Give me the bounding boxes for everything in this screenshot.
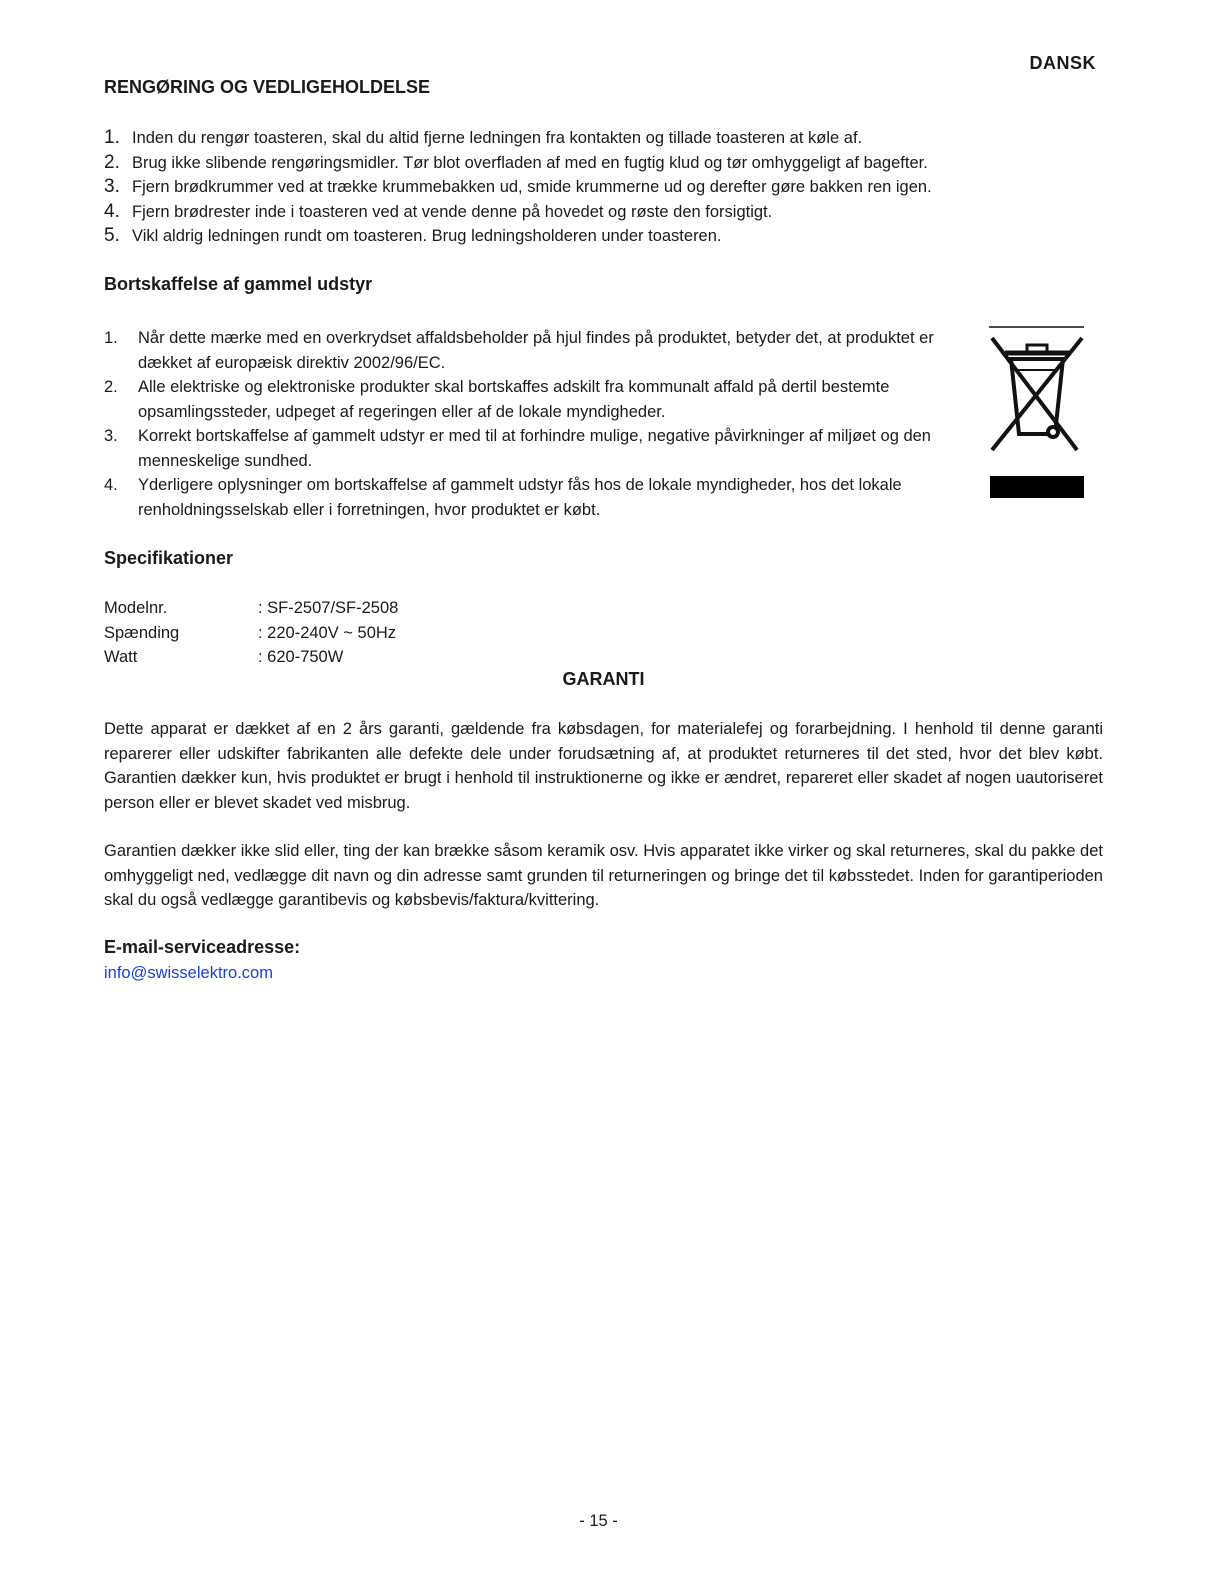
list-item-number: 4. xyxy=(104,200,120,222)
table-row xyxy=(104,596,398,621)
list-item xyxy=(104,200,1104,225)
list-item-number: 1. xyxy=(104,329,118,347)
list-item-number: 5. xyxy=(104,225,120,246)
service-heading: E-mail-serviceadresse: xyxy=(104,937,301,957)
table-row xyxy=(104,621,398,646)
warranty-paragraph: Dette apparat er dækket af en 2 års garanti, gældende fra købsdagen, for materialefej og forarbejdning. I henhold til denne garanti reparerer eller udskifter fabrikanten alle defekte dele under forudsætning af, at produktet returneres til det sted, hvor det blev købt. Garantien dækker kun, hvis produktet er brugt i henhold til instruktionerne og ikke er ændret, repareret eller skadet af nogen uautoriseret person eller er blevet skadet ved misbrug. xyxy=(104,720,1103,812)
spec-label: Spænding xyxy=(104,623,180,642)
list-item-number: 4. xyxy=(104,476,118,494)
list-item-text: Fjern brødrester inde i toasteren ved at vende denne på hovedet og røste den forsigtigt. xyxy=(132,202,773,221)
spec-value: : SF-2507/SF-2508 xyxy=(258,599,399,617)
list-item xyxy=(104,175,1104,200)
list-item-text: Yderligere oplysninger om bortskaffelse af gammelt udstyr fås hos de lokale myndigheder, hos det lokale renholdningsselskab eller i forretningen, hvor produktet er købt. xyxy=(138,476,902,519)
list-item-text: Fjern brødkrummer ved at trække krummebakken ud, smide krummerne ud og derefter gøre bakken ren igen. xyxy=(132,178,932,196)
disposal-heading: Bortskaffelse af gammel udstyr xyxy=(104,274,373,294)
cleaning-heading: RENGØRING OG VEDLIGEHOLDELSE xyxy=(104,77,431,97)
list-item xyxy=(104,375,964,424)
list-item xyxy=(104,224,1104,249)
spec-label: Modelnr. xyxy=(104,599,168,617)
list-item-text: Vikl aldrig ledningen rundt om toasteren. Brug ledningsholderen under toasteren. xyxy=(132,227,722,245)
list-item xyxy=(104,151,1104,176)
spec-value: : 620-750W xyxy=(258,648,344,666)
list-item-text: Alle elektriske og elektroniske produkter skal bortskaffes adskilt fra kommunalt affald på dertil bestemte opsamlingssteder, udpeget af regeringen eller af de lokale myndigheder. xyxy=(138,378,890,421)
page-number: - 15 - xyxy=(579,1512,618,1530)
spec-label: Watt xyxy=(104,648,138,666)
list-item-number: 1. xyxy=(104,127,120,148)
warranty-heading: GARANTI xyxy=(562,669,645,689)
table-row xyxy=(104,645,398,670)
spec-value: : 220-240V ~ 50Hz xyxy=(258,623,397,642)
service-email-link[interactable]: info@swisselektro.com xyxy=(104,964,273,982)
list-item-text: Korrekt bortskaffelse af gammelt udstyr er med til at forhindre mulige, negative påvirkninger af miljøet og den menneskelige sundhed. xyxy=(138,427,931,470)
specs-heading: Specifikationer xyxy=(104,548,234,568)
warranty-paragraph: Garantien dækker ikke slid eller, ting der kan brække såsom keramik osv. Hvis apparatet ikke virker og skal returneres, skal du pakke det omhyggeligt ned, vedlægge dit navn og din adresse samt grunden til returneringen og bringe det til købsstedet. Inden for garantiperioden skal du også vedlægge garantibevis og købsbevis/faktura/kvittering. xyxy=(104,842,1103,909)
disposal-list xyxy=(104,326,964,522)
list-item-text: Brug ikke slibende rengøringsmidler. Tør blot overfladen af med en fugtig klud og tør omhyggeligt af bagefter. xyxy=(132,153,928,172)
list-item xyxy=(104,126,1104,151)
list-item-text: Når dette mærke med en overkrydset affaldsbeholder på hjul findes på produktet, betyder det, at produktet er dækket af europæisk direktiv 2002/96/EC. xyxy=(138,329,934,372)
language-label: DANSK xyxy=(1029,53,1096,73)
specs-table xyxy=(104,596,398,670)
list-item-number: 2. xyxy=(104,151,120,173)
list-item xyxy=(104,473,964,522)
list-item-number: 3. xyxy=(104,176,120,197)
list-item-number: 3. xyxy=(104,427,118,445)
list-item-number: 2. xyxy=(104,378,118,396)
list-item xyxy=(104,326,964,375)
cleaning-list xyxy=(104,126,1104,249)
list-item-text: Inden du rengør toasteren, skal du altid fjerne ledningen fra kontakten og tillade toasteren at køle af. xyxy=(132,129,863,147)
weee-crossed-bin-icon xyxy=(989,326,1085,502)
list-item xyxy=(104,424,964,473)
